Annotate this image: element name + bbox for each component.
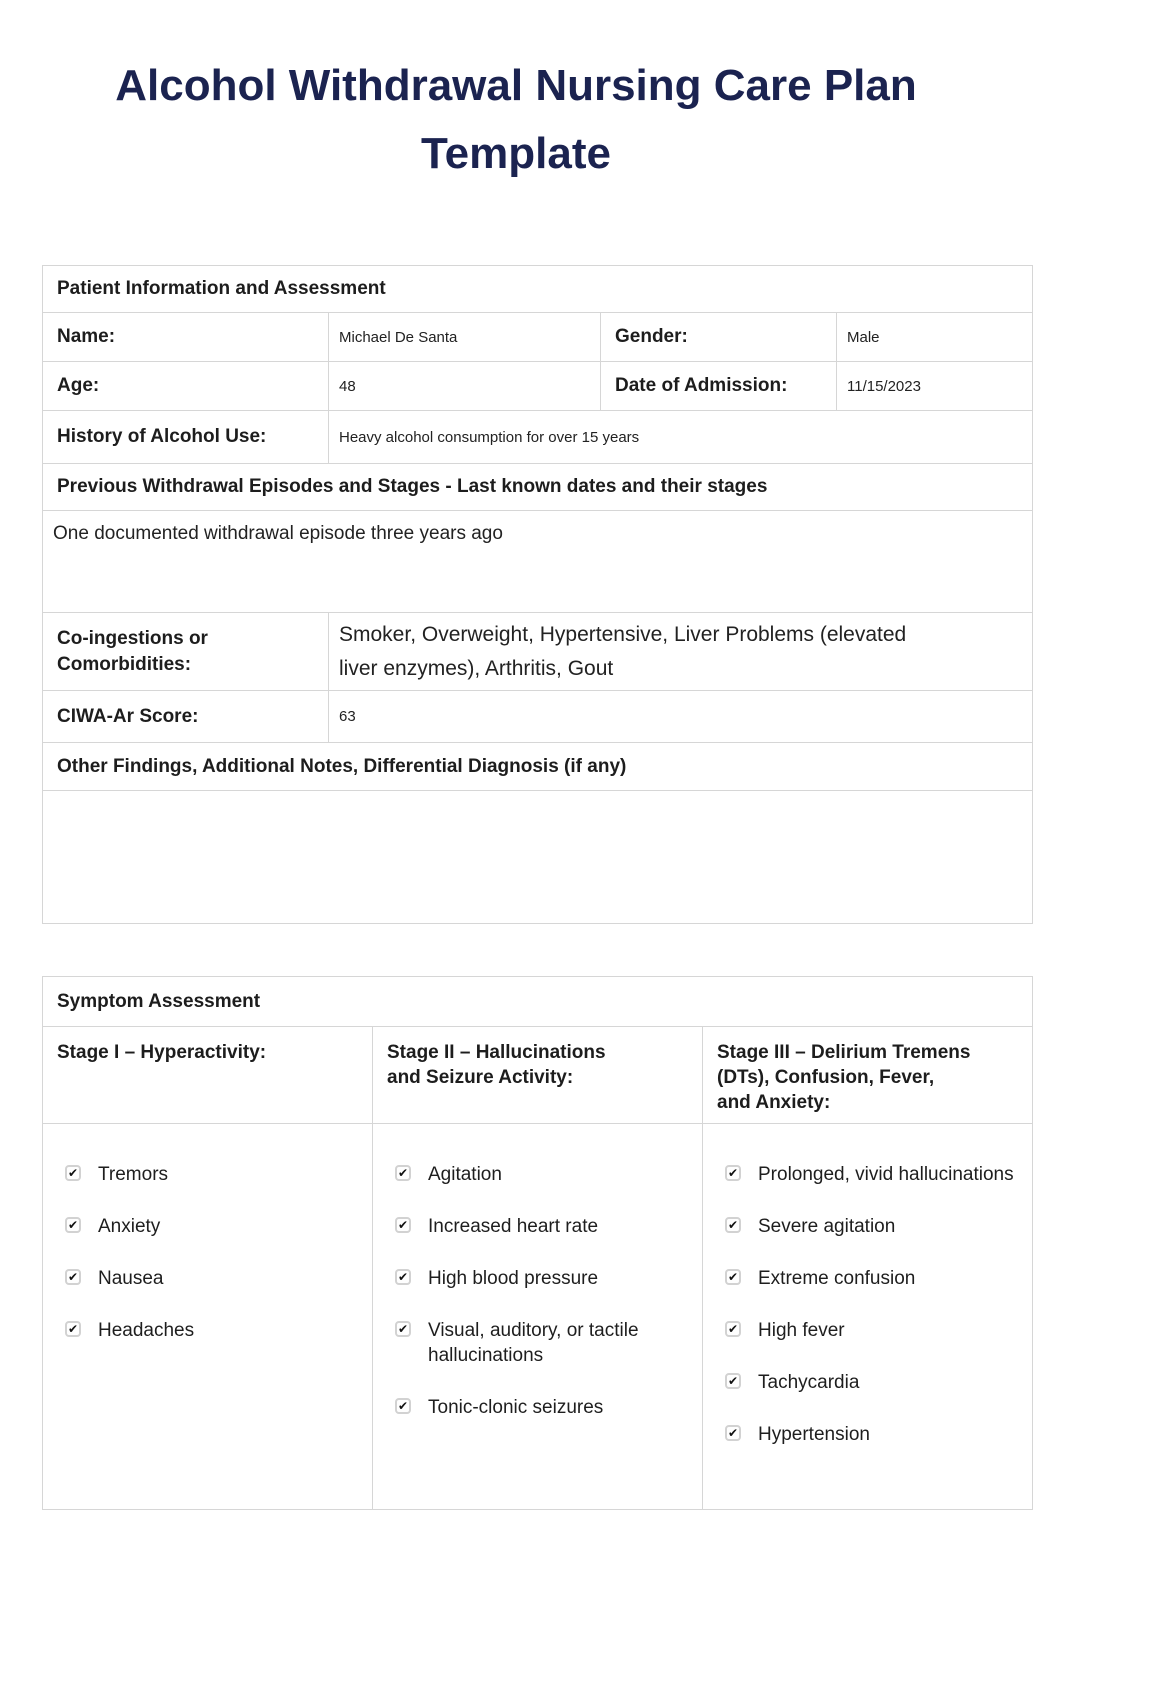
checkbox-checked-icon[interactable]: ✔ (725, 1321, 741, 1337)
symptom-item (725, 1370, 1018, 1395)
page-title-line1: Alcohol Withdrawal Nursing Care Plan (115, 61, 917, 110)
checkbox-checked-icon[interactable]: ✔ (65, 1269, 81, 1285)
symptom-item (725, 1162, 1018, 1187)
checkbox-checked-icon[interactable]: ✔ (65, 1321, 81, 1337)
table-row (43, 1124, 1033, 1510)
symptom-item (725, 1266, 1018, 1291)
other-findings-notes-area (43, 791, 1033, 924)
table-row (43, 743, 1033, 791)
page-title-line2: Template (421, 129, 611, 178)
table-row (43, 977, 1033, 1027)
table-row (43, 791, 1033, 924)
stage-3-checklist (703, 1124, 1033, 1510)
symptom-label: Agitation (428, 1164, 502, 1185)
checkbox-checked-icon[interactable]: ✔ (725, 1217, 741, 1233)
table-row (43, 691, 1033, 743)
symptom-label: Tachycardia (758, 1372, 860, 1393)
checkbox-checked-icon[interactable]: ✔ (395, 1165, 411, 1181)
table-row (43, 613, 1033, 691)
symptom-item (725, 1318, 1018, 1343)
symptom-label: Headaches (98, 1320, 195, 1341)
name-label: Name: (43, 313, 329, 362)
symptom-item (395, 1318, 688, 1368)
checkbox-checked-icon[interactable]: ✔ (725, 1165, 741, 1181)
admission-date-value: 11/15/2023 (837, 362, 1033, 411)
checkbox-checked-icon[interactable]: ✔ (65, 1217, 81, 1233)
checkbox-checked-icon[interactable]: ✔ (65, 1165, 81, 1181)
symptom-assessment-table (42, 976, 1033, 1510)
symptom-section-title: Symptom Assessment (43, 977, 1033, 1027)
symptom-label: Anxiety (98, 1216, 161, 1237)
comorbidities-label: Co-ingestions or Comorbidities: (43, 613, 329, 691)
symptom-label: Hypertension (758, 1424, 870, 1445)
alcohol-history-label: History of Alcohol Use: (43, 411, 329, 464)
age-value: 48 (329, 362, 601, 411)
symptom-label: Tremors (98, 1164, 169, 1185)
checkbox-checked-icon[interactable]: ✔ (725, 1269, 741, 1285)
symptom-item (395, 1266, 688, 1291)
table-row (43, 511, 1033, 613)
stage-1-checklist (43, 1124, 373, 1510)
table-row (43, 266, 1033, 313)
symptom-label: Prolonged, vivid hallucinations (758, 1164, 1014, 1185)
stage-2-checklist (373, 1124, 703, 1510)
previous-episodes-header: Previous Withdrawal Episodes and Stages - Last known dates and their stages (43, 464, 1033, 511)
table-row (43, 464, 1033, 511)
symptom-item (65, 1162, 358, 1187)
comorbidities-value (329, 613, 1033, 691)
symptom-item (725, 1214, 1018, 1239)
alcohol-history-value: Heavy alcohol consumption for over 15 years (329, 411, 1033, 464)
symptom-label: Visual, auditory, or tactile hallucinations (428, 1320, 639, 1366)
checkbox-checked-icon[interactable]: ✔ (395, 1217, 411, 1233)
symptom-label: Extreme confusion (758, 1268, 916, 1289)
checkbox-checked-icon[interactable]: ✔ (395, 1398, 411, 1414)
gender-value: Male (837, 313, 1033, 362)
patient-information-table (42, 265, 1033, 924)
admission-date-label: Date of Admission: (601, 362, 837, 411)
other-findings-header: Other Findings, Additional Notes, Differential Diagnosis (if any) (43, 743, 1033, 791)
table-row (43, 1027, 1033, 1124)
symptom-item (725, 1422, 1018, 1447)
symptom-item (65, 1214, 358, 1239)
stage-1-header: Stage I – Hyperactivity: (57, 1042, 267, 1063)
table-row (43, 411, 1033, 464)
symptom-item (395, 1395, 688, 1420)
checkbox-checked-icon[interactable]: ✔ (725, 1373, 741, 1389)
symptom-label: Nausea (98, 1268, 164, 1289)
stage-3-header: Stage III – Delirium Tremens (DTs), Confusion, Fever, and Anxiety: (717, 1042, 971, 1113)
symptom-label: High blood pressure (428, 1268, 599, 1289)
ciwa-score-value: 63 (329, 691, 1033, 743)
symptom-item (65, 1318, 358, 1343)
name-value: Michael De Santa (329, 313, 601, 362)
symptom-item (395, 1162, 688, 1187)
checkbox-checked-icon[interactable]: ✔ (395, 1269, 411, 1285)
comorbidities-text: Smoker, Overweight, Hypertensive, Liver Problems (elevated liver enzymes), Arthritis, Gout (339, 622, 907, 680)
checkbox-checked-icon[interactable]: ✔ (395, 1321, 411, 1337)
symptom-item (395, 1214, 688, 1239)
previous-episodes-value: One documented withdrawal episode three years ago (43, 511, 1033, 613)
symptom-item (65, 1266, 358, 1291)
checkbox-checked-icon[interactable]: ✔ (725, 1425, 741, 1441)
symptom-label: High fever (758, 1320, 845, 1341)
patient-section-title: Patient Information and Assessment (43, 266, 1033, 313)
symptom-label: Tonic-clonic seizures (428, 1397, 604, 1418)
table-row (43, 313, 1033, 362)
table-row (43, 362, 1033, 411)
document-page (42, 52, 1032, 1510)
symptom-label: Increased heart rate (428, 1216, 599, 1237)
page-title (42, 52, 1032, 188)
ciwa-score-label: CIWA-Ar Score: (43, 691, 329, 743)
stage-2-header: Stage II – Hallucinations and Seizure Activity: (387, 1042, 606, 1088)
symptom-label: Severe agitation (758, 1216, 896, 1237)
gender-label: Gender: (601, 313, 837, 362)
age-label: Age: (43, 362, 329, 411)
